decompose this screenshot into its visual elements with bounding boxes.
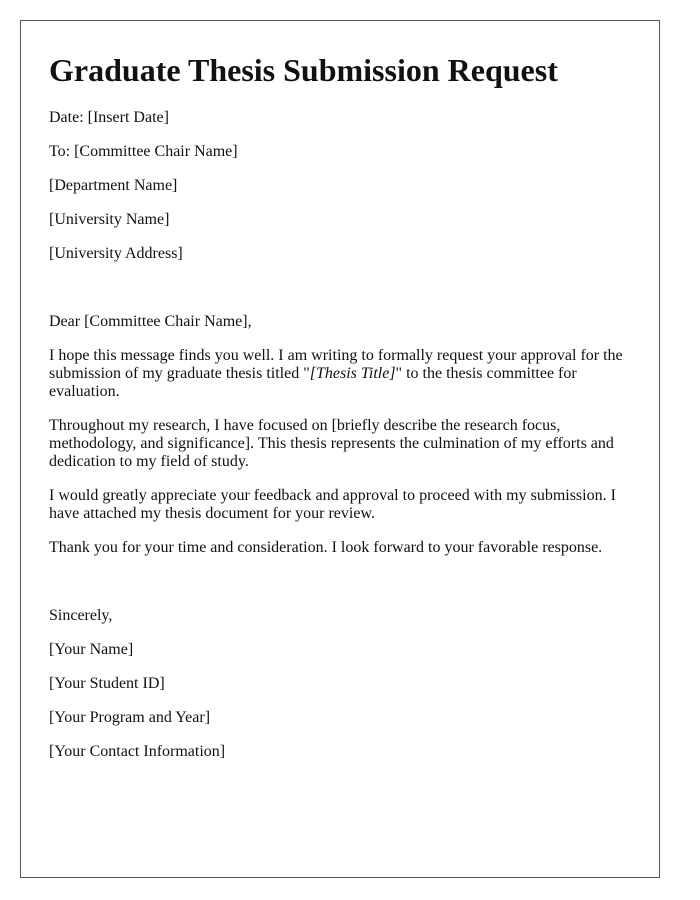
page-title: Graduate Thesis Submission Request — [49, 52, 558, 88]
recipient-line: To: [Committee Chair Name] — [49, 143, 238, 160]
signature-program-year: [Your Program and Year] — [49, 709, 211, 726]
signature-contact: [Your Contact Information] — [49, 743, 226, 760]
spacer — [49, 279, 631, 313]
spacer — [49, 573, 631, 607]
paragraph-intro — [49, 347, 631, 401]
paragraph-intro-text-after: " to the thesis committee for evaluation. — [49, 365, 577, 400]
valediction: Sincerely, — [49, 607, 113, 624]
thesis-title-placeholder: [Thesis Title] — [309, 365, 396, 382]
paragraph-research: Throughout my research, I have focused on [briefly describe the research focus, methodology, and significance]. This thesis represents the culmination of my efforts and dedication to my field of study. — [49, 417, 614, 470]
paragraph-intro-text-before: I hope this message finds you well. I am writing to formally request your approval for the submission of my graduate thesis titled " — [49, 347, 623, 382]
letter-page — [20, 20, 660, 878]
department-line: [Department Name] — [49, 177, 178, 194]
date-line: Date: [Insert Date] — [49, 109, 169, 126]
signature-student-id: [Your Student ID] — [49, 675, 165, 692]
address-line: [University Address] — [49, 245, 183, 262]
paragraph-request: I would greatly appreciate your feedback and approval to proceed with my submission. I have attached my thesis document for your review. — [49, 487, 616, 522]
salutation: Dear [Committee Chair Name], — [49, 313, 252, 330]
paragraph-thanks: Thank you for your time and consideration. I look forward to your favorable response. — [49, 539, 603, 556]
university-line: [University Name] — [49, 211, 170, 228]
signature-name: [Your Name] — [49, 641, 134, 658]
